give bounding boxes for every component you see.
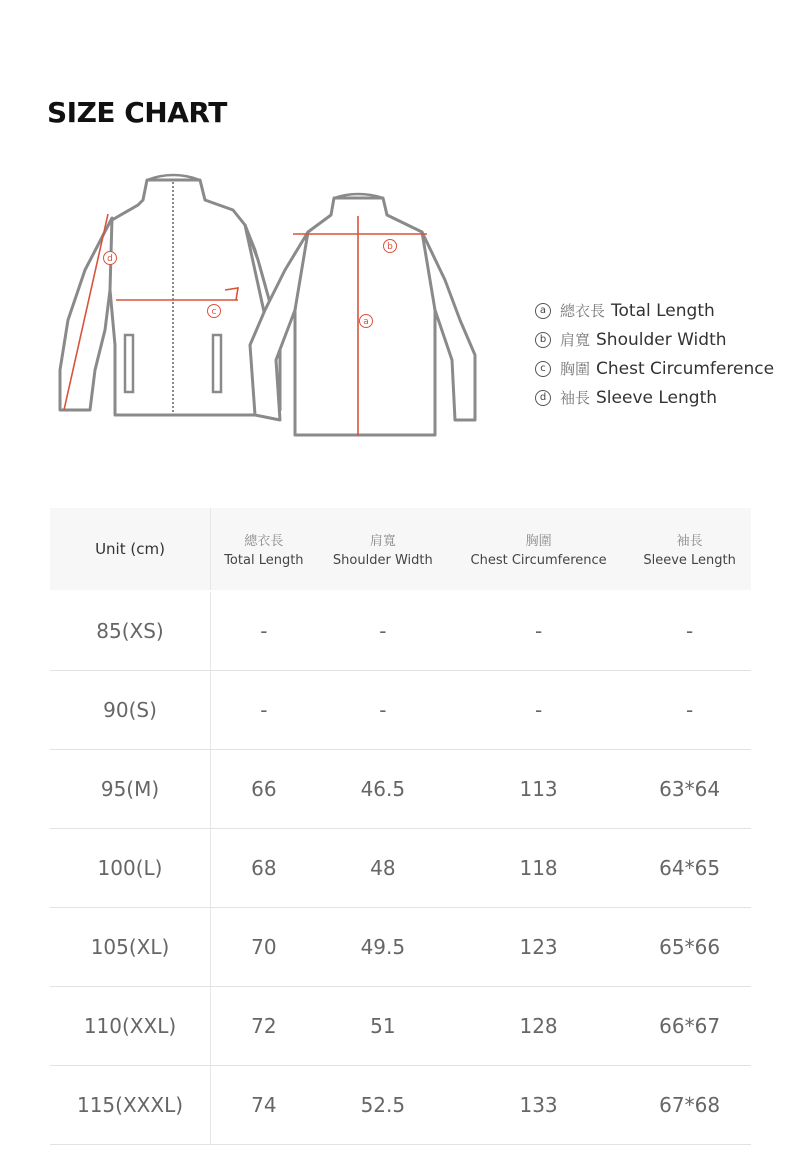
total-length-cell: 70	[211, 908, 317, 987]
sleeve-length-cell: 67*68	[628, 1066, 751, 1145]
table-header-row	[50, 508, 751, 591]
total-length-cell: -	[211, 671, 317, 750]
column-header-zh: 肩寬	[369, 534, 396, 549]
sleeve-length-cell: 66*67	[628, 987, 751, 1066]
front-jacket-outline	[60, 180, 280, 415]
shoulder-width-cell: 49.5	[317, 908, 449, 987]
column-header-sleeve-length	[628, 508, 751, 591]
badge-a-back: a	[363, 317, 369, 327]
legend-badge: b	[535, 332, 551, 348]
table-row	[50, 671, 751, 750]
column-header-zh: 袖長	[676, 534, 703, 549]
size-table	[50, 508, 751, 1145]
legend-item-chest-circumference	[535, 354, 774, 383]
legend-badge: a	[535, 303, 551, 319]
chest-circumference-cell: 133	[449, 1066, 628, 1145]
badge-b-back: b	[387, 242, 393, 252]
sleeve-length-cell: -	[628, 671, 751, 750]
total-length-cell: 72	[211, 987, 317, 1066]
chest-circumference-cell: 118	[449, 829, 628, 908]
legend-label-zh: 胸圍	[560, 360, 591, 378]
chest-circumference-cell: 113	[449, 750, 628, 829]
legend-label-zh: 肩寬	[560, 331, 591, 349]
size-cell: 110(XXL)	[50, 987, 211, 1066]
legend-label-en: Sleeve Length	[596, 387, 718, 408]
sleeve-length-cell: 64*65	[628, 829, 751, 908]
legend-label-zh: 袖長	[560, 389, 591, 407]
shoulder-width-cell: 46.5	[317, 750, 449, 829]
chest-circumference-cell: 128	[449, 987, 628, 1066]
legend-label-en: Chest Circumference	[596, 358, 775, 379]
shoulder-width-cell: -	[317, 591, 449, 671]
column-header-en: Chest Circumference	[470, 553, 607, 568]
chest-circumference-cell: -	[449, 591, 628, 671]
column-header-zh: 總衣長	[244, 534, 284, 549]
column-header-en: Total Length	[224, 553, 304, 568]
sleeve-length-cell: -	[628, 591, 751, 671]
chest-circumference-cell: -	[449, 671, 628, 750]
size-cell: 100(L)	[50, 829, 211, 908]
legend-item-shoulder-width	[535, 325, 774, 354]
shoulder-width-cell: 52.5	[317, 1066, 449, 1145]
legend-badge: c	[535, 361, 551, 377]
jacket-illustration	[50, 170, 490, 445]
total-length-cell: -	[211, 591, 317, 671]
column-header-shoulder-width	[317, 508, 449, 591]
size-cell: 115(XXXL)	[50, 1066, 211, 1145]
legend-item-total-length	[535, 296, 774, 325]
unit-header: Unit (cm)	[50, 508, 211, 591]
column-header-zh: 胸圍	[525, 534, 552, 549]
column-header-chest-circumference	[449, 508, 628, 591]
legend-label-en: Total Length	[611, 300, 715, 321]
legend-item-sleeve-length	[535, 383, 774, 412]
column-header-en: Shoulder Width	[332, 553, 433, 568]
legend-badge: d	[535, 390, 551, 406]
badge-c-front: c	[211, 307, 217, 317]
column-header-total-length	[211, 508, 317, 591]
table-row	[50, 591, 751, 671]
size-cell: 105(XL)	[50, 908, 211, 987]
sleeve-length-cell: 63*64	[628, 750, 751, 829]
legend-label-en: Shoulder Width	[596, 329, 727, 350]
size-cell: 85(XS)	[50, 591, 211, 671]
table-row	[50, 750, 751, 829]
page-title: SIZE CHART	[47, 96, 227, 129]
legend-label-zh: 總衣長	[560, 302, 606, 320]
table-row	[50, 908, 751, 987]
sleeve-length-cell: 65*66	[628, 908, 751, 987]
table-row	[50, 1066, 751, 1145]
total-length-cell: 74	[211, 1066, 317, 1145]
size-cell: 95(M)	[50, 750, 211, 829]
size-cell: 90(S)	[50, 671, 211, 750]
shoulder-width-cell: -	[317, 671, 449, 750]
shoulder-width-cell: 51	[317, 987, 449, 1066]
table-row	[50, 829, 751, 908]
shoulder-width-cell: 48	[317, 829, 449, 908]
total-length-cell: 68	[211, 829, 317, 908]
total-length-cell: 66	[211, 750, 317, 829]
table-row	[50, 987, 751, 1066]
badge-d-front: d	[107, 254, 113, 264]
column-header-en: Sleeve Length	[643, 553, 736, 568]
measurement-legend	[535, 296, 774, 412]
chest-circumference-cell: 123	[449, 908, 628, 987]
